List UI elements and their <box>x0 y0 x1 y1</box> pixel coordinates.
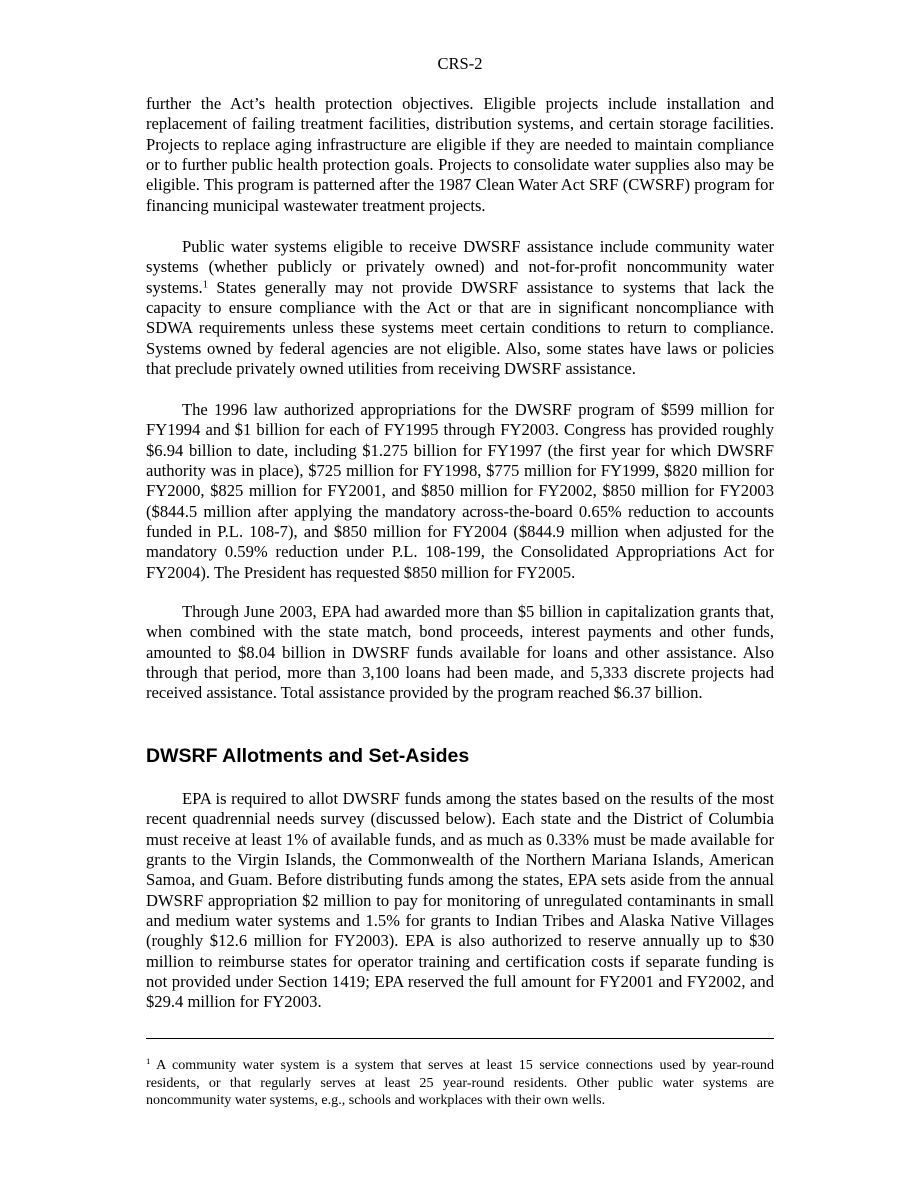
footnote <box>146 1057 774 1110</box>
paragraph-allotments: EPA is required to allot DWSRF funds among the states based on the results of the most recent quadrennial needs survey (discussed below). Each state and the District of Columbia must receive at least 1% of available funds, and as much as 0.33% must be made available for grants to the Virgin Islands, the Commonwealth of the Northern Mariana Islands, American Samoa, and Guam. Before distributing funds among the states, EPA sets aside from the annual DWSRF appropriation $2 million to pay for monitoring of unregulated contaminants in small and medium water systems and 1.5% for grants to Indian Tribes and Alaska Native Villages (roughly $12.6 million for FY2003). EPA is also authorized to reserve annually up to $30 million to reimburse states for operator training and certification costs if separate funding is not provided under Section 1419; EPA reserved the full amount for FY2001 and FY2002, and $29.4 million for FY2003. <box>146 789 774 1012</box>
paragraph-eligible-systems-text-b: States generally may not provide DWSRF assistance to systems that lack the capacity to ensure compliance with the Act or that are in significant noncompliance with SDWA requirements unless these systems meet certain conditions to return to compliance. Systems owned by federal agencies are not eligible. Also, some states have laws or policies that preclude privately owned utilities from receiving DWSRF assistance. <box>146 277 774 379</box>
section-heading: DWSRF Allotments and Set-Asides <box>146 745 470 767</box>
paragraph-eligible-projects: further the Act’s health protection objectives. Eligible projects include installation and replacement of failing treatment facilities, distribution systems, and certain storage facilities. Projects to replace aging infrastructure are eligible if they are needed to maintain compliance or to further public health protection goals. Projects to consolidate water supplies also may be eligible. This program is patterned after the 1987 Clean Water Act SRF (CWSRF) program for financing municipal wastewater treatment projects. <box>146 94 774 215</box>
footnote-text: A community water system is a system that serves at least 15 service connections used by year-round residents, or that regularly serves at least 25 year-round residents. Other public water systems are noncommunity water systems, e.g., schools and workplaces with their own wells. <box>146 1057 774 1109</box>
paragraph-eligible-systems-text-a: Public water systems eligible to receive DWSRF assistance include community water systems (whether publicly or privately owned) and not-for-profit noncommunity water systems. <box>146 237 774 297</box>
paragraph-eligible-systems <box>146 237 774 379</box>
paragraph-grants-awarded: Through June 2003, EPA had awarded more than $5 billion in capitalization grants that, when combined with the state match, bond proceeds, interest payments and other funds, amounted to $8.04 billion in DWSRF funds available for loans and other assistance. Also through that period, more than 3,100 loans had been made, and 5,333 discrete projects had received assistance. Total assistance provided by the program reached $6.37 billion. <box>146 602 774 703</box>
page-number-header: CRS-2 <box>437 54 483 73</box>
paragraph-appropriations: The 1996 law authorized appropriations for the DWSRF program of $599 million for FY1994 and $1 billion for each of FY1995 through FY2003. Congress has provided roughly $6.94 billion to date, including $1.275 billion for FY1997 (the first year for which DWSRF authority was in place), $725 million for FY1998, $775 million for FY1999, $820 million for FY2000, $825 million for FY2001, and $850 million for FY2002, $850 million for FY2003 ($844.5 million after applying the mandatory across-the-board 0.65% reduction to accounts funded in P.L. 108-7), and $850 million for FY2004 ($844.9 million when adjusted for the mandatory 0.59% reduction under P.L. 108-199, the Consolidated Appropriations Act for FY2004). The President has requested $850 million for FY2005. <box>146 400 774 582</box>
footnote-divider <box>146 1038 774 1039</box>
footnote-reference[interactable]: 1 <box>202 279 208 291</box>
footnote-number: 1 <box>146 1056 151 1067</box>
